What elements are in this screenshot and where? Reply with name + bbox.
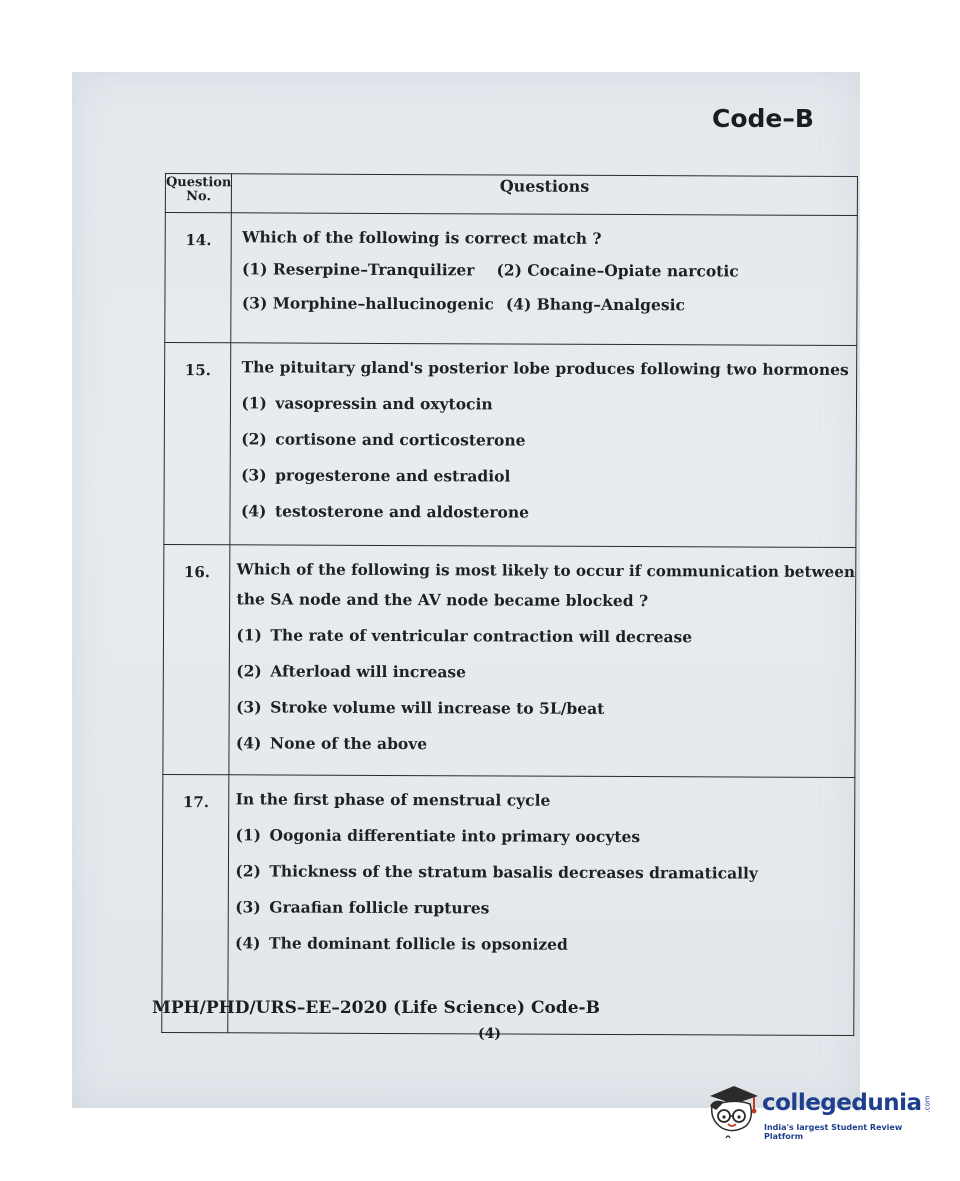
option: (3) progesterone and estradiol xyxy=(241,465,511,486)
page-number: (4) xyxy=(478,1026,501,1042)
question-row-17 xyxy=(162,774,855,1035)
questions-header: Questions xyxy=(232,174,857,216)
option: (2) Cocaine–Opiate narcotic xyxy=(496,260,739,281)
question-stem: Which of the following is correct match ? xyxy=(242,227,602,248)
question-body xyxy=(231,213,857,346)
question-table xyxy=(161,173,857,1036)
question-number: 14. xyxy=(165,213,232,343)
option: (3) Morphine–hallucinogenic xyxy=(241,293,494,314)
question-body xyxy=(229,545,855,778)
question-row-15 xyxy=(164,343,857,548)
option-pair xyxy=(242,293,856,316)
option: (2) Afterload will increase xyxy=(236,661,467,682)
option: (4) The dominant follicle is opsonized xyxy=(235,933,568,954)
question-row-14 xyxy=(165,213,857,346)
option: (4) None of the above xyxy=(235,733,428,754)
question-number-header: Question No. xyxy=(165,174,232,213)
mascot-icon xyxy=(702,1076,762,1146)
collegedunia-watermark xyxy=(702,1076,932,1146)
question-number: 16. xyxy=(163,544,230,774)
question-stem: The pituitary gland's posterior lobe produces following two hormones xyxy=(241,357,849,379)
question-number: 17. xyxy=(162,774,230,1032)
brand-tagline: India's largest Student Review Platform xyxy=(764,1123,903,1141)
table-header-row xyxy=(165,174,857,216)
question-body xyxy=(228,775,854,1036)
option: (4) testosterone and aldosterone xyxy=(240,501,530,522)
option: (3) Stroke volume will increase to 5L/beat xyxy=(236,697,605,718)
paper-code: Code–B xyxy=(712,104,814,133)
option: (1) Reserpine–Tranquilizer xyxy=(241,259,475,280)
brand-suffix: .com xyxy=(923,1095,932,1113)
question-stem: In the first phase of menstrual cycle xyxy=(235,789,551,810)
option: (4) Bhang–Analgesic xyxy=(505,294,686,315)
question-body xyxy=(230,343,856,548)
question-stem-line: the SA node and the AV node became blocked ? xyxy=(236,589,649,611)
option: (1) vasopressin and oxytocin xyxy=(241,393,493,414)
option: (1) The rate of ventricular contraction will decrease xyxy=(236,625,693,647)
question-stem-line: Which of the following is most likely to occur if communication between xyxy=(236,560,855,582)
option: (2) cortisone and corticosterone xyxy=(241,429,526,450)
question-row-16 xyxy=(163,544,856,777)
option: (3) Graafian follicle ruptures xyxy=(235,897,490,918)
brand-name: collegedunia xyxy=(762,1090,922,1116)
option-pair xyxy=(242,259,856,282)
exam-code-footer: MPH/PHD/URS–EE–2020 (Life Science) Code-B xyxy=(152,998,600,1018)
option: (1) Oogonia differentiate into primary oocytes xyxy=(235,825,641,847)
option: (2) Thickness of the stratum basalis decreases dramatically xyxy=(235,861,758,883)
question-number: 15. xyxy=(164,343,231,545)
